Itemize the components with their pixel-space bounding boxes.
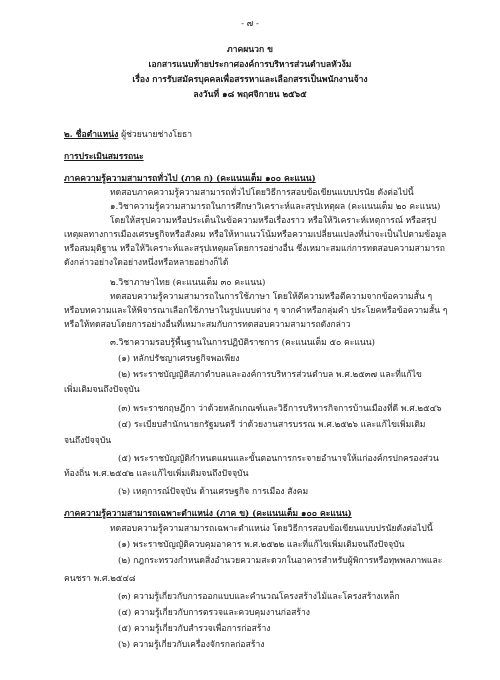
list-item: (๖) ความรู้เกี่ยวกับเครื่องจักรกลก่อสร้าง bbox=[118, 640, 265, 650]
subject-2-text: หรือบทความและให้พิจารณาเลือกใช้ภาษาในรูปแบบต่าง ๆ จากคำหรือกลุ่มคำ ประโยคหรือข้อความสั้น ๆ bbox=[64, 306, 448, 316]
subject-1-title: ๑.วิชาความรู้ความสามารถในการศึกษาวิเคราะห์และสรุปเหตุผล (คะแนนเต็ม ๒๐ คะแนน) bbox=[110, 202, 441, 212]
list-item: (๒) พระราชบัญญัติสภาตำบลและองค์การบริหารส่วนตำบล พ.ศ.๒๕๓๗ และที่แก้ไข bbox=[118, 370, 422, 380]
page-number: - ๗ - bbox=[241, 19, 259, 29]
announcement-title: เอกสารแนบท้ายประกาศองค์การบริหารส่วนตำบลหัวง้ม bbox=[148, 60, 352, 70]
subject-3-title: ๓.วิชาความรอบรู้พื้นฐานในการปฏิบัติราชการ (คะแนนเต็ม ๕๐ คะแนน) bbox=[110, 338, 376, 348]
list-item: (๔) ความรู้เกี่ยวกับการตรวจและควบคุมงานก่อสร้าง bbox=[118, 608, 310, 618]
list-item: (๓) พระราชกฤษฎีกา ว่าด้วยหลักเกณฑ์และวิธีการบริหารกิจการบ้านเมืองที่ดี พ.ศ.๒๕๔๖ bbox=[118, 404, 442, 414]
subject-2-title: ๒.วิชาภาษาไทย (คะแนนเต็ม ๓๐ คะแนน) bbox=[110, 278, 266, 288]
list-item: (๑) พระราชบัญญัติควบคุมอาคาร พ.ศ.๒๕๒๒ และที่แก้ไขเพิ่มเติมจนถึงปัจจุบัน bbox=[118, 540, 405, 550]
position-name: ผู้ช่วยนายช่างโยธา bbox=[121, 130, 193, 140]
subject-1-text: ดังกล่าวอย่างใดอย่างหนึ่งหรือหลายอย่างก็ได้ bbox=[64, 258, 229, 268]
appendix-title: ภาคผนวก ข bbox=[226, 45, 274, 55]
position-row bbox=[64, 130, 192, 141]
subject-2-text: ทดสอบความรู้ความสามารถในการใช้ภาษา โดยให้ตีความหรือตีความจากข้อความสั้น ๆ bbox=[110, 292, 433, 302]
list-item: (๔) ระเบียบสำนักนายกรัฐมนตรี ว่าด้วยงานสารบรรณ พ.ศ.๒๕๒๖ และแก้ไขเพิ่มเติม bbox=[118, 420, 426, 430]
part-b-intro: ทดสอบความรู้ความสามารถเฉพาะตำแหน่ง โดยวิธีการสอบข้อเขียนแบบปรนัยดังต่อไปนี้ bbox=[110, 524, 433, 534]
list-item-cont: ท้องถิ่น พ.ศ.๒๕๔๒ และแก้ไขเพิ่มเติมจนถึงปัจจุบัน bbox=[64, 469, 249, 479]
list-item-cont: เพิ่มเติมจนถึงปัจจุบัน bbox=[64, 385, 140, 395]
subject-line: เรื่อง การรับสมัครบุคคลเพื่อสรรหาและเลือกสรรเป็นพนักงานจ้าง bbox=[132, 75, 368, 85]
subject-1-text: เหตุผลทางการเมืองเศรษฐกิจหรือสังคม หรือให้หาแนวโน้มหรือความเปลี่ยนแปลงที่น่าจะเป็นไปตามข้อมูล bbox=[64, 230, 447, 240]
list-item: (๕) พระราชบัญญัติกำหนดแผนและขั้นตอนการกระจายอำนาจให้แก่องค์กรปกครองส่วน bbox=[118, 454, 439, 464]
list-item-cont: จนถึงปัจจุบัน bbox=[64, 436, 112, 446]
part-b-title: ภาคความรู้ความสามารถเฉพาะตำแหน่ง (ภาค ข) (คะแนนเต็ม ๑๐๐ คะแนน) bbox=[64, 509, 352, 519]
date-line: ลงวันที่ ๑๘ พฤศจิกายน ๒๕๖๕ bbox=[193, 90, 307, 100]
list-item: (๑) หลักปรัชญาเศรษฐกิจพอเพียง bbox=[118, 354, 240, 364]
assessment-heading: การประเมินสมรรถนะ bbox=[64, 152, 144, 162]
subject-1-text: หรือสมมุติฐาน หรือให้วิเคราะห์และสรุปเหตุผลโดยการอย่างอื่น ซึ่งเหมาะสมแก่การทดสอบความสามารถ bbox=[64, 244, 445, 254]
list-item-cont: คนชรา พ.ศ.๒๕๔๘ bbox=[64, 574, 136, 584]
list-item: (๕) ความรู้เกี่ยวกับสำรวจเพื่อการก่อสร้าง bbox=[118, 624, 271, 634]
part-a-title: ภาคความรู้ความสามารถทั่วไป (ภาค ก) (คะแนนเต็ม ๑๐๐ คะแนน) bbox=[64, 174, 316, 184]
subject-2-text: หรือให้ทดสอบโดยการอย่างอื่นที่เหมาะสมกับการทดสอบความสามารถดังกล่าว bbox=[64, 320, 351, 330]
list-item: (๖) เหตุการณ์ปัจจุบัน ด้านเศรษฐกิจ การเมือง สังคม bbox=[118, 487, 309, 497]
list-item: (๓) ความรู้เกี่ยวกับการออกแบบและคำนวณโครงสร้างไม้และโครงสร้างเหล็ก bbox=[118, 592, 400, 602]
position-heading: ๒. ชื่อตำแหน่ง bbox=[64, 130, 119, 140]
subject-1-text: โดยให้สรุปความหรือประเด็นในข้อความหรือเรื่องราว หรือให้วิเคราะห์เหตุการณ์ หรือสรุป bbox=[110, 216, 437, 226]
part-a-intro: ทดสอบภาคความรู้ความสามารถทั่วไปโดยวิธีการสอบข้อเขียนแบบปรนัย ดังต่อไปนี้ bbox=[110, 188, 414, 198]
list-item: (๒) กฎกระทรวงกำหนดสิ่งอำนวยความสะดวกในอาคารสำหรับผู้พิการหรือทุพพลภาพและ bbox=[118, 556, 443, 566]
